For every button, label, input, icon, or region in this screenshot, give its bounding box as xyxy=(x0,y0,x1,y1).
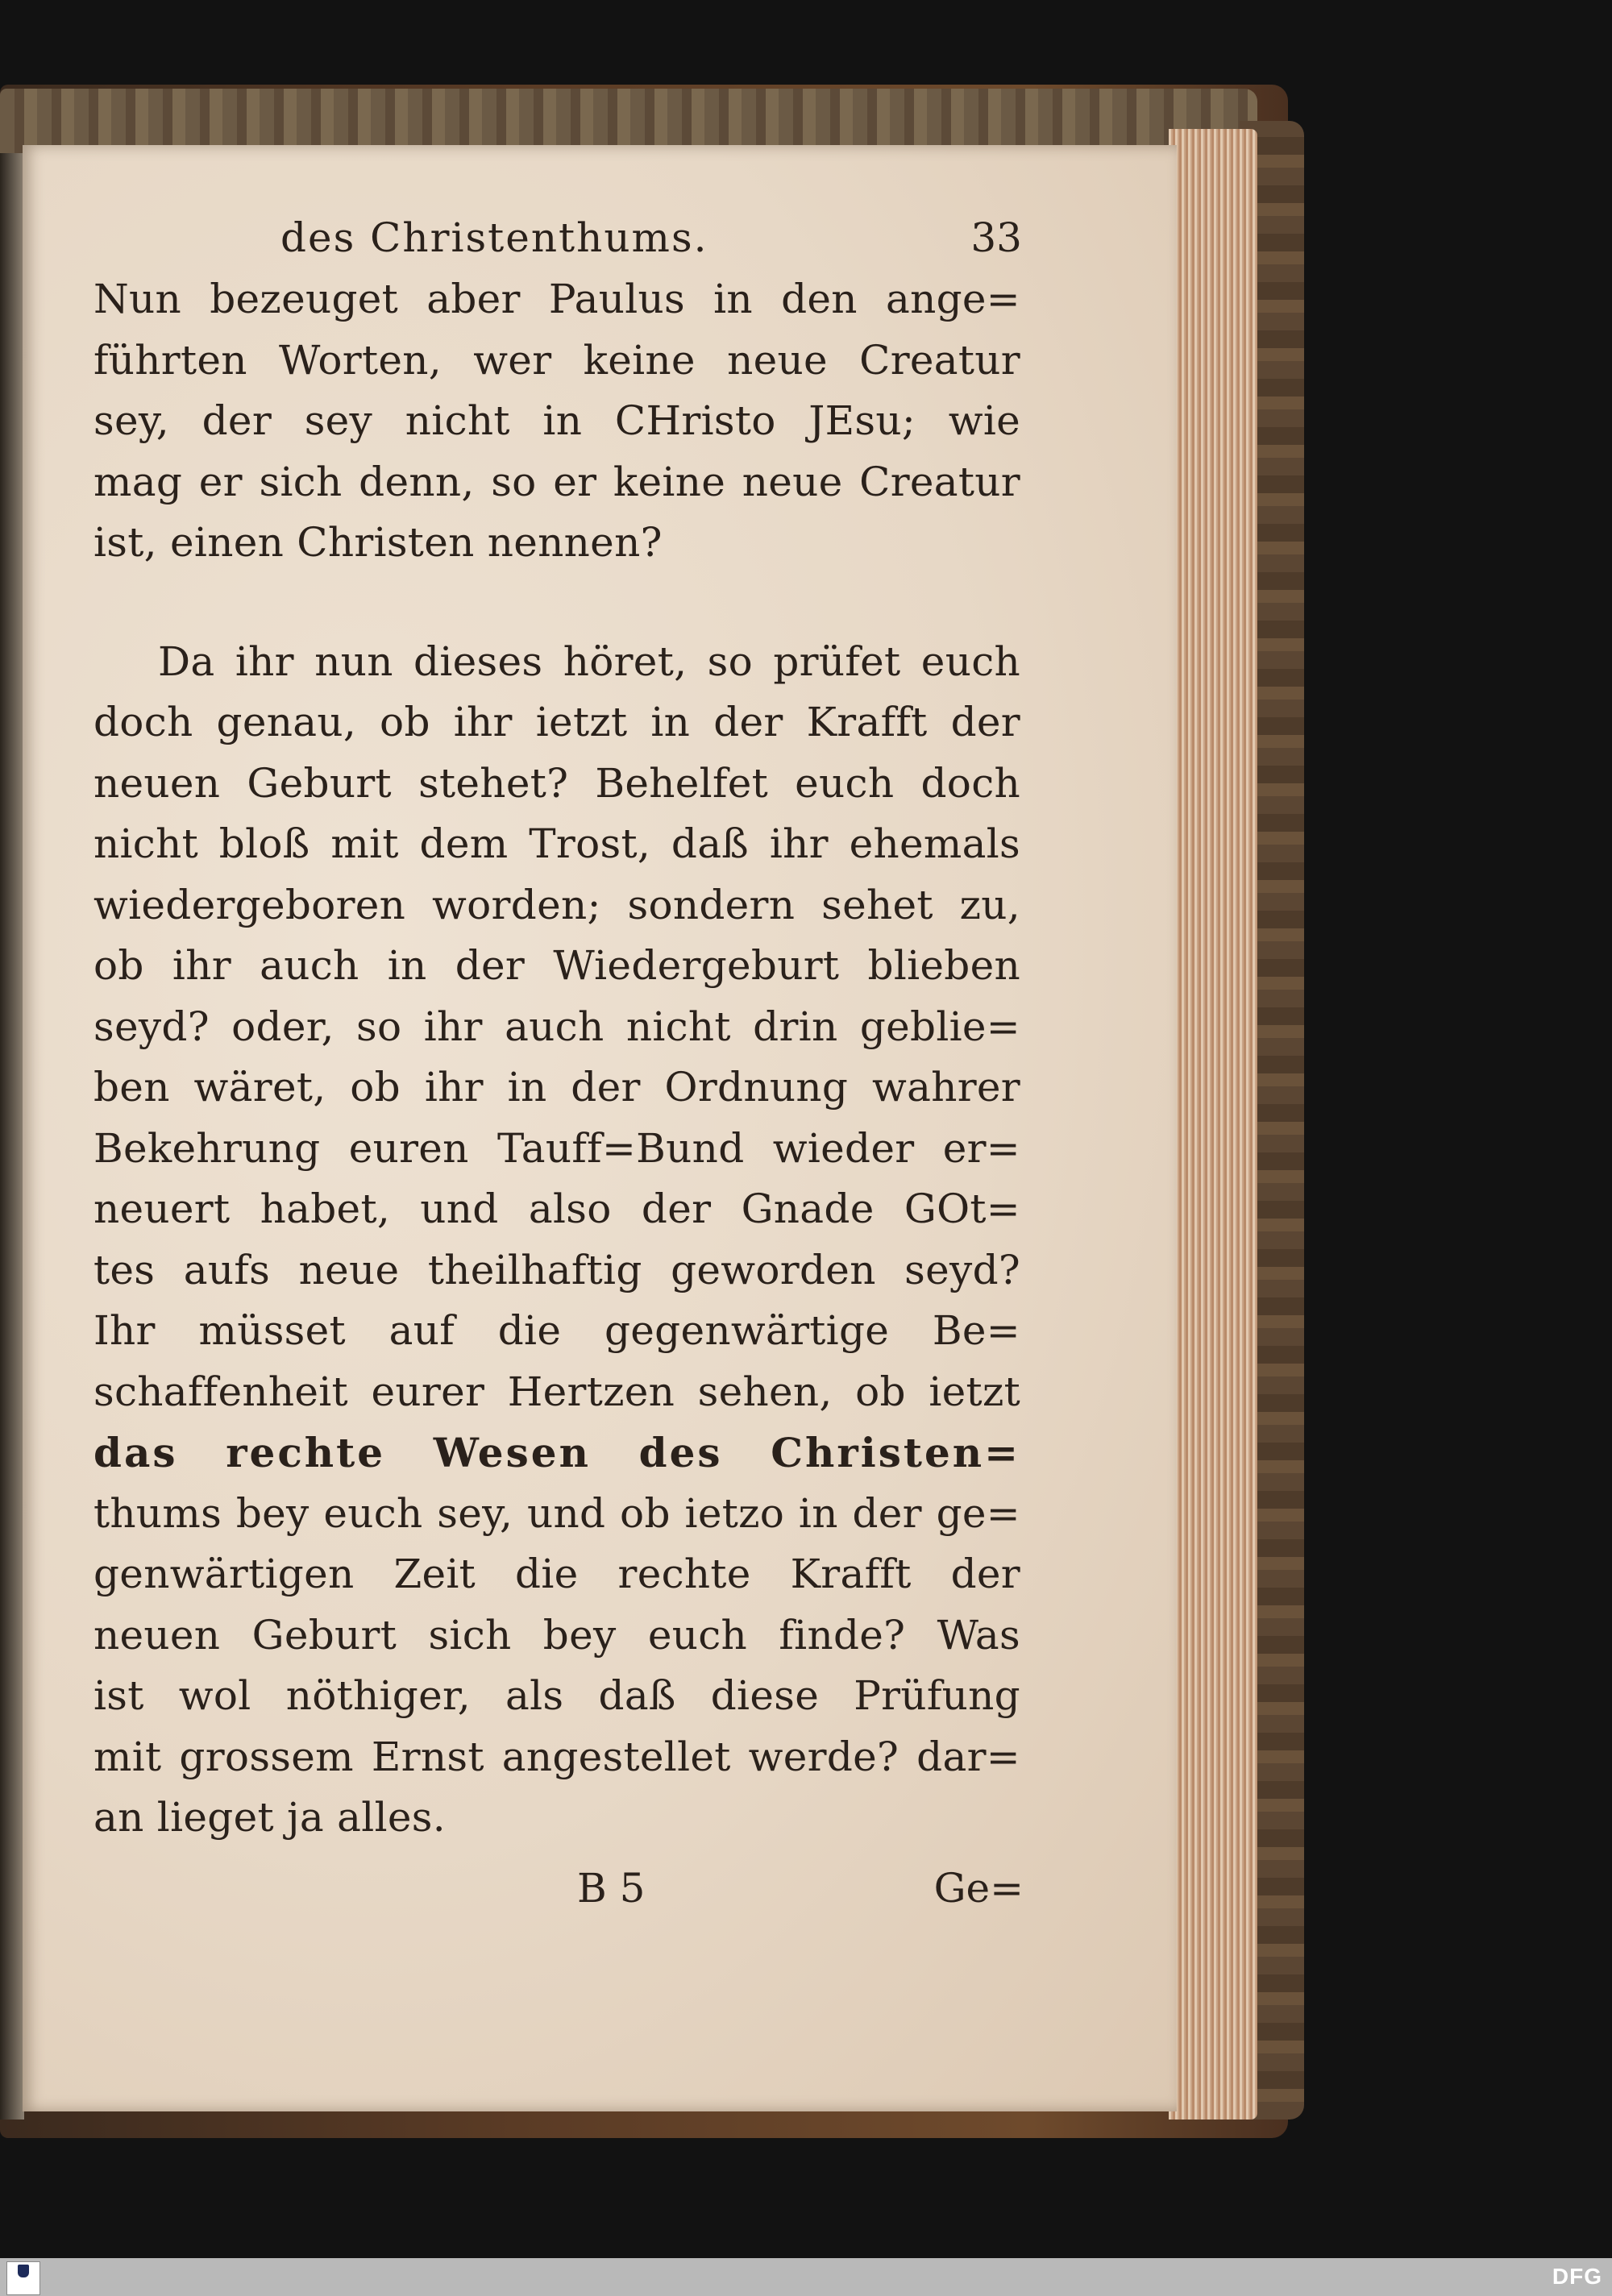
text-line-emphasized xyxy=(93,1422,1020,1484)
text-line: Bekehrung euren Tauff=Bund wieder er= xyxy=(93,1124,1020,1172)
emphasized-text: das rechte Wesen des Christen= xyxy=(93,1429,1020,1476)
book-page xyxy=(23,145,1177,2111)
text-line: sey, der sey nicht in CHristo JEsu; wie xyxy=(93,397,1020,444)
page-header xyxy=(93,206,1020,269)
text-line: wiedergeboren worden; sondern sehet zu, xyxy=(93,881,1020,928)
text-line: schaffenheit eurer Hertzen sehen, ob ietzt xyxy=(93,1368,1020,1415)
text-line: doch genau, ob ihr ietzt in der Krafft der xyxy=(93,699,1020,745)
library-logo xyxy=(6,2261,40,2295)
text-line: ist wol nöthiger, als daß diese Prüfung xyxy=(93,1672,1020,1719)
text-line: thums bey euch sey, und ob ietzo in der ge= xyxy=(93,1489,1020,1537)
text-line: tes aufs neue theilhaftig geworden seyd? xyxy=(93,1246,1020,1293)
text-line: Da ihr nun dieses höret, so prüfet euch xyxy=(158,637,1020,685)
signature-mark: B 5 xyxy=(577,1864,646,1912)
text-line: seyd? oder, so ihr auch nicht drin geblie= xyxy=(93,1003,1020,1050)
text-line: nicht bloß mit dem Trost, daß ihr ehemals xyxy=(93,820,1020,867)
text-line: neuen Geburt sich bey euch finde? Was xyxy=(93,1611,1020,1659)
text-line: genwärtigen Zeit die rechte Krafft der xyxy=(93,1551,1020,1597)
text-line: Nun bezeuget aber Paulus in den ange= xyxy=(93,276,1020,322)
page-footer xyxy=(93,1852,1024,1924)
page-block-edges xyxy=(1169,129,1257,2120)
library-crest-icon xyxy=(18,2265,29,2277)
text-line: neuen Geburt stehet? Behelfet euch doch xyxy=(93,759,1020,807)
text-line: ben wäret, ob ihr in der Ordnung wahrer xyxy=(93,1064,1020,1111)
page-text-block xyxy=(93,206,1024,1924)
paragraph-gap xyxy=(93,574,1020,632)
text-line: Ihr müsset auf die gegenwärtige Be= xyxy=(93,1307,1020,1354)
book-top-edge xyxy=(0,89,1257,153)
dfg-logo: DFG xyxy=(1552,2264,1602,2289)
text-line: neuert habet, und also der Gnade GOt= xyxy=(93,1185,1020,1232)
viewer-footer-bar xyxy=(0,2258,1612,2296)
page-number: 33 xyxy=(970,214,1022,261)
text-line: mit grossem Ernst angestellet werde? dar= xyxy=(93,1733,1020,1780)
text-line: an lieget ja alles. xyxy=(93,1794,446,1841)
text-line: führten Worten, wer keine neue Creatur xyxy=(93,336,1020,384)
text-line: ist, einen Christen nennen? xyxy=(93,519,663,566)
text-line: mag er sich denn, so er keine neue Creatur xyxy=(93,458,1020,505)
catchword: Ge= xyxy=(933,1864,1024,1912)
text-line: ob ihr auch in der Wiedergeburt blieben xyxy=(93,942,1020,989)
running-head: des Christenthums. xyxy=(280,214,708,261)
gutter-shadow xyxy=(0,153,24,2120)
